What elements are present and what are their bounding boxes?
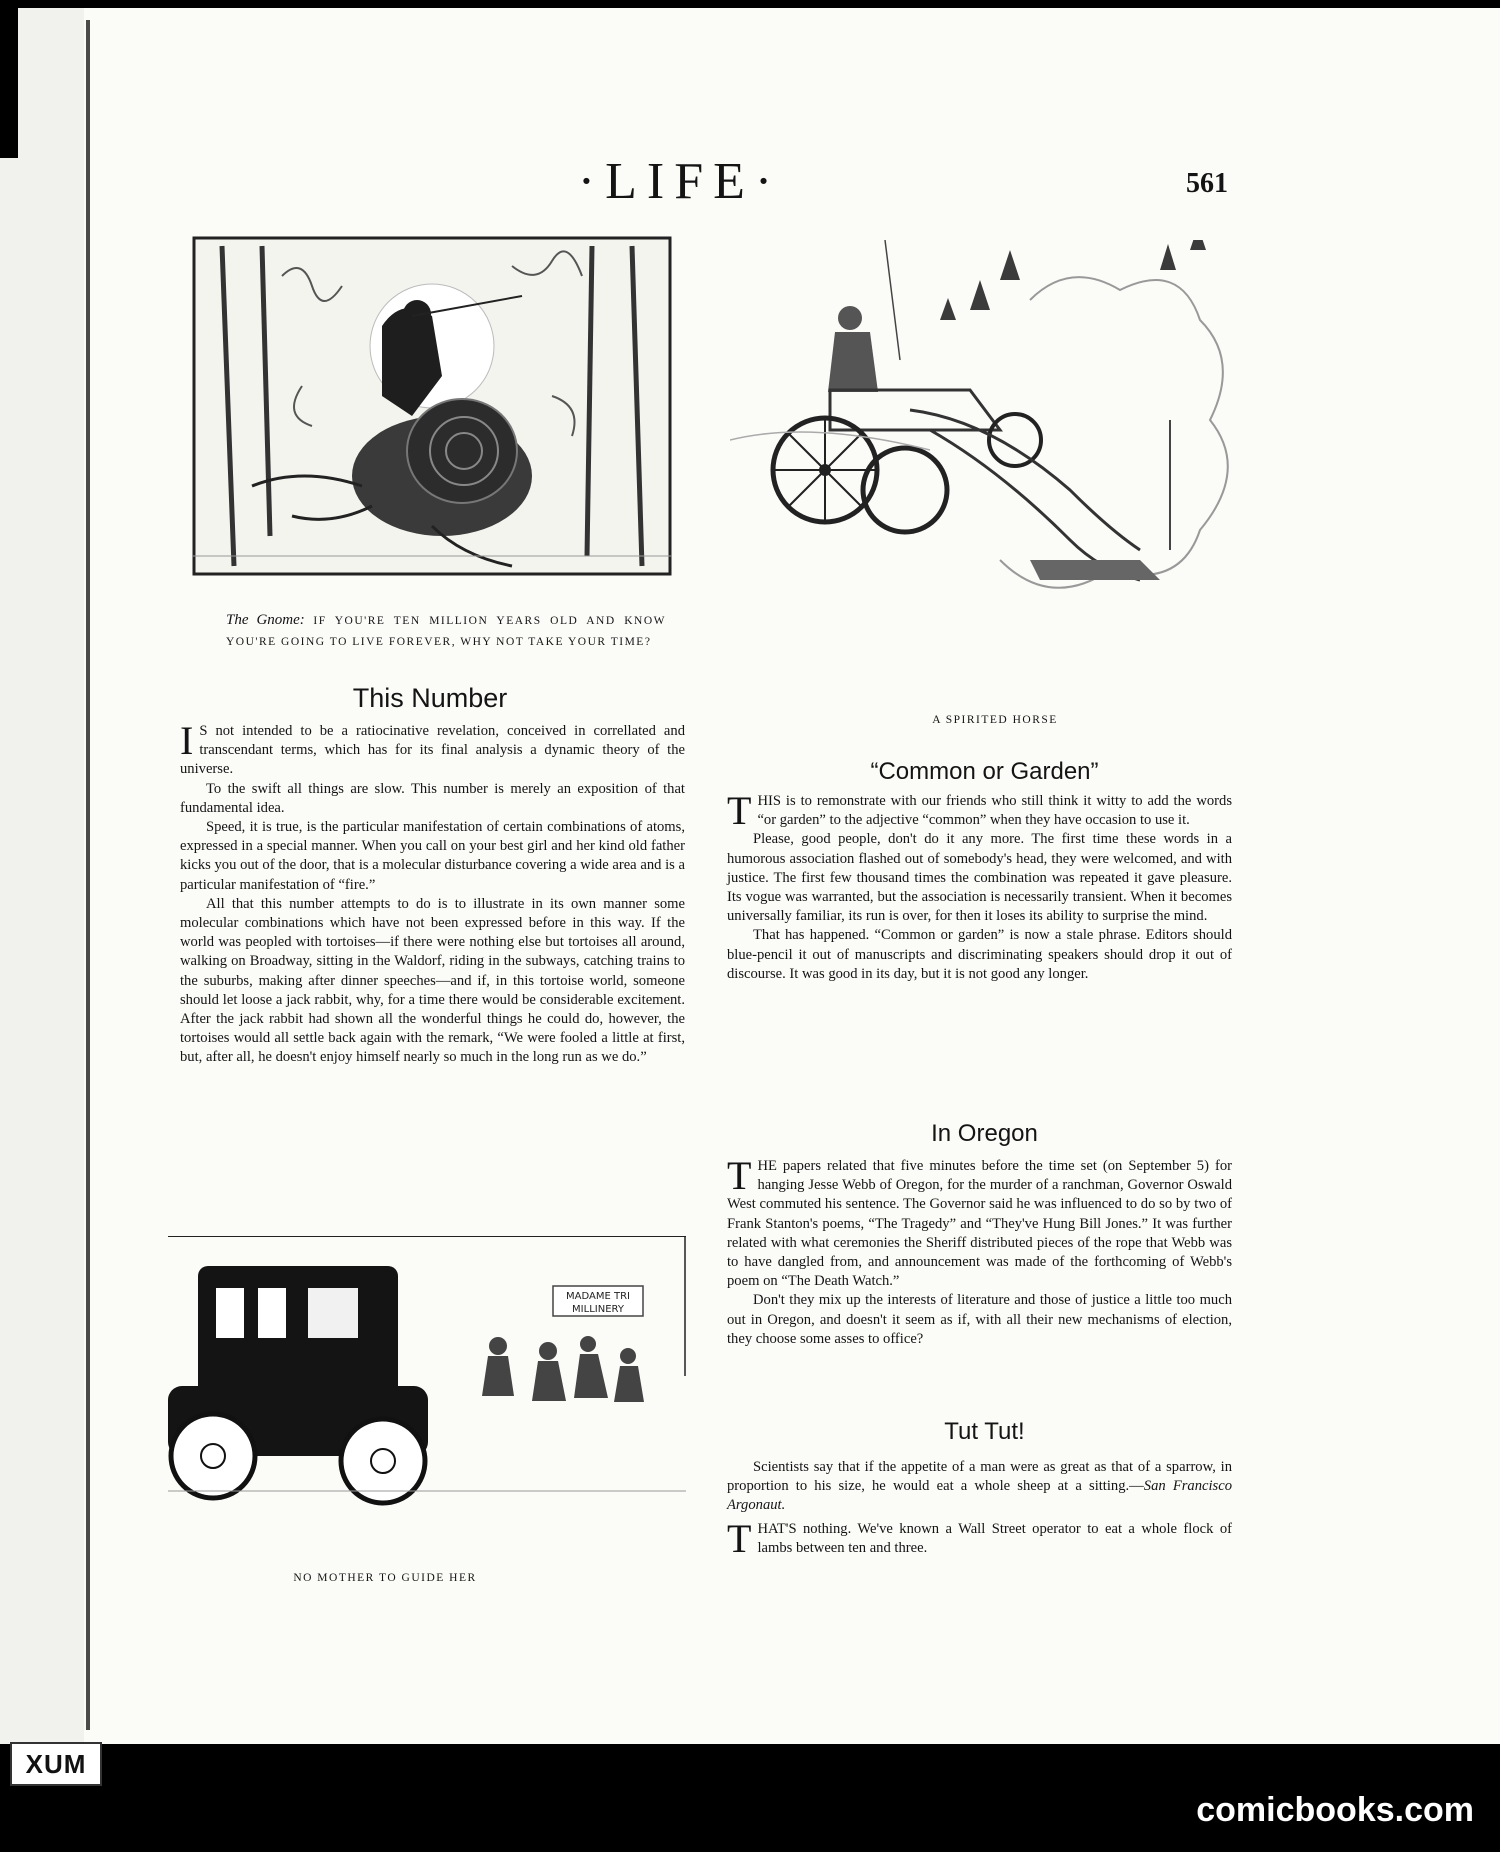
in-oregon-title: In Oregon bbox=[931, 1120, 1038, 1147]
common-or-garden-title: “Common or Garden” bbox=[870, 758, 1099, 785]
spirited-horse-drawing bbox=[730, 240, 1240, 700]
this-number-body bbox=[180, 718, 685, 1068]
this-number-title: This Number bbox=[352, 683, 508, 713]
electric-car-illustration bbox=[168, 1236, 686, 1536]
common-or-garden-paragraph: Please, good people, don't do it any more. The first time these words in a humorous association flashed out of somebody's head, they were welcomed, and with justice. The first few thousand times the combination was repeated it gave pleasure. Its vogue was warranted, but the association is necessarily transient. When it becomes universally familiar, its run is over, for then it loses its ability to surprise the mind. bbox=[727, 831, 1232, 925]
common-or-garden-paragraph bbox=[727, 788, 1232, 833]
spirited-horse-illustration bbox=[730, 240, 1240, 700]
tut-tut-body bbox=[727, 1458, 1232, 1561]
scan-edge bbox=[0, 8, 18, 158]
dropcap: T bbox=[727, 1515, 752, 1561]
in-oregon-body bbox=[727, 1153, 1232, 1349]
site-watermark: comicbooks.com bbox=[1196, 1791, 1474, 1829]
binding-strip bbox=[0, 8, 84, 1744]
gnome-caption-text: IF YOU'RE TEN MILLION YEARS OLD AND KNOW YOU'RE GOING TO LIVE FOREVER, WHY NOT TAKE YOUR TIME? bbox=[226, 615, 666, 648]
this-number-paragraph bbox=[180, 718, 685, 780]
reply-text: HAT'S nothing. We've known a Wall Street operator to eat a whole flock of lambs between ten and three. bbox=[757, 1520, 1232, 1556]
dropcap: I bbox=[180, 718, 194, 763]
quote-text: Scientists say that if the appetite of a man were as great as that of a sparrow, in proportion to his size, he would eat a whole sheep at a sitting.— bbox=[727, 1459, 1232, 1495]
sign-line-2: MILLINERY bbox=[572, 1304, 624, 1315]
masthead-title: ·LIFE· bbox=[577, 153, 783, 210]
this-number-paragraph: Speed, it is true, is the particular manifestation of certain combinations of atoms, expressed in a special manner. When you call on your best girl and her kind old father kicks you out of the door, that is a molecular disturbance covering a wide area and is a particular manifestation of “fire.” bbox=[180, 819, 685, 893]
gnome-snail-illustration bbox=[192, 236, 672, 576]
horse-caption: A SPIRITED HORSE bbox=[932, 714, 1058, 726]
paragraph-text: HIS is to remonstrate with our friends who still think it witty to add the words “or garden” to the adjective “common” when they have occasion to use it. bbox=[757, 793, 1232, 829]
dropcap: T bbox=[727, 1153, 752, 1198]
sign-line-1: MADAME TRI bbox=[566, 1291, 630, 1302]
in-oregon-paragraph: Don't they mix up the interests of literature and those of justice a little too much out in Oregon, and doesn't it seem as if, with all their new mechanisms of election, they choose some asses to office? bbox=[727, 1292, 1232, 1347]
tut-tut-reply bbox=[727, 1515, 1232, 1561]
gnome-speaker: The Gnome: bbox=[226, 612, 305, 628]
this-number-paragraph: To the swift all things are slow. This number is merely an exposition of that fundamental idea. bbox=[180, 780, 685, 816]
common-or-garden-paragraph: That has happened. “Common or garden” is now a stale phrase. Editors should blue-pencil it out of manuscripts and discriminating speakers should drop it out of discourse. It was good in its day, but it is not good any longer. bbox=[727, 927, 1232, 982]
in-oregon-paragraph bbox=[727, 1153, 1232, 1291]
page-number: 561 bbox=[1186, 168, 1228, 199]
page-gutter bbox=[86, 20, 90, 1730]
paragraph-text: HE papers related that five minutes before the time set (on September 5) for hanging Jesse Webb of Oregon, for the murder of a ranchman, Governor Oswald West commuted his sentence. The Governor said he was influenced to do so by two of Frank Stanton's poems, “The Tragedy” and “They've Hung Bill Jones.” It was further related with what ceremonies the Sheriff distributed pieces of the rope that Webb was to have dangled from, and announcement was made of the forthcoming of Webb's poem on “The Death Watch.” bbox=[727, 1158, 1232, 1290]
dropcap: T bbox=[727, 788, 752, 833]
quote-source: San Francisco Argonaut. bbox=[727, 1478, 1232, 1514]
paragraph-text: S not intended to be a ratiocinative revelation, conceived in correllated and transcendant terms, which has for its final analysis a dynamic theory of the universe. bbox=[180, 723, 685, 778]
tut-tut-quote bbox=[727, 1458, 1232, 1516]
gnome-snail-drawing bbox=[192, 236, 672, 576]
archive-stamp: XUM bbox=[10, 1742, 102, 1786]
this-number-paragraph: All that this number attempts to do is to illustrate in its own manner some molecular combinations which have not been expressed before in this way. If the world was peopled with tortoises—if there were nothing else but tortoises all around, walking on Broadway, sitting in the Waldorf, riding in the subways, catching trains to the suburbs, making after dinner speeches—and if, in this tortoise world, someone should let loose a jack rabbit, why, for a time there would be considerable excitement. After the jack rabbit had shown all the wonderful things he could do, however, the tortoises would all settle back again with the remark, “We were fooled a little at first, but, after all, he doesn't enjoy himself nearly so much in the long run as we do.” bbox=[180, 895, 685, 1066]
gnome-caption bbox=[226, 610, 666, 653]
common-or-garden-body bbox=[727, 788, 1232, 984]
electric-car-drawing bbox=[168, 1236, 686, 1536]
car-caption: NO MOTHER TO GUIDE HER bbox=[293, 1572, 477, 1584]
tut-tut-title: Tut Tut! bbox=[944, 1418, 1025, 1445]
